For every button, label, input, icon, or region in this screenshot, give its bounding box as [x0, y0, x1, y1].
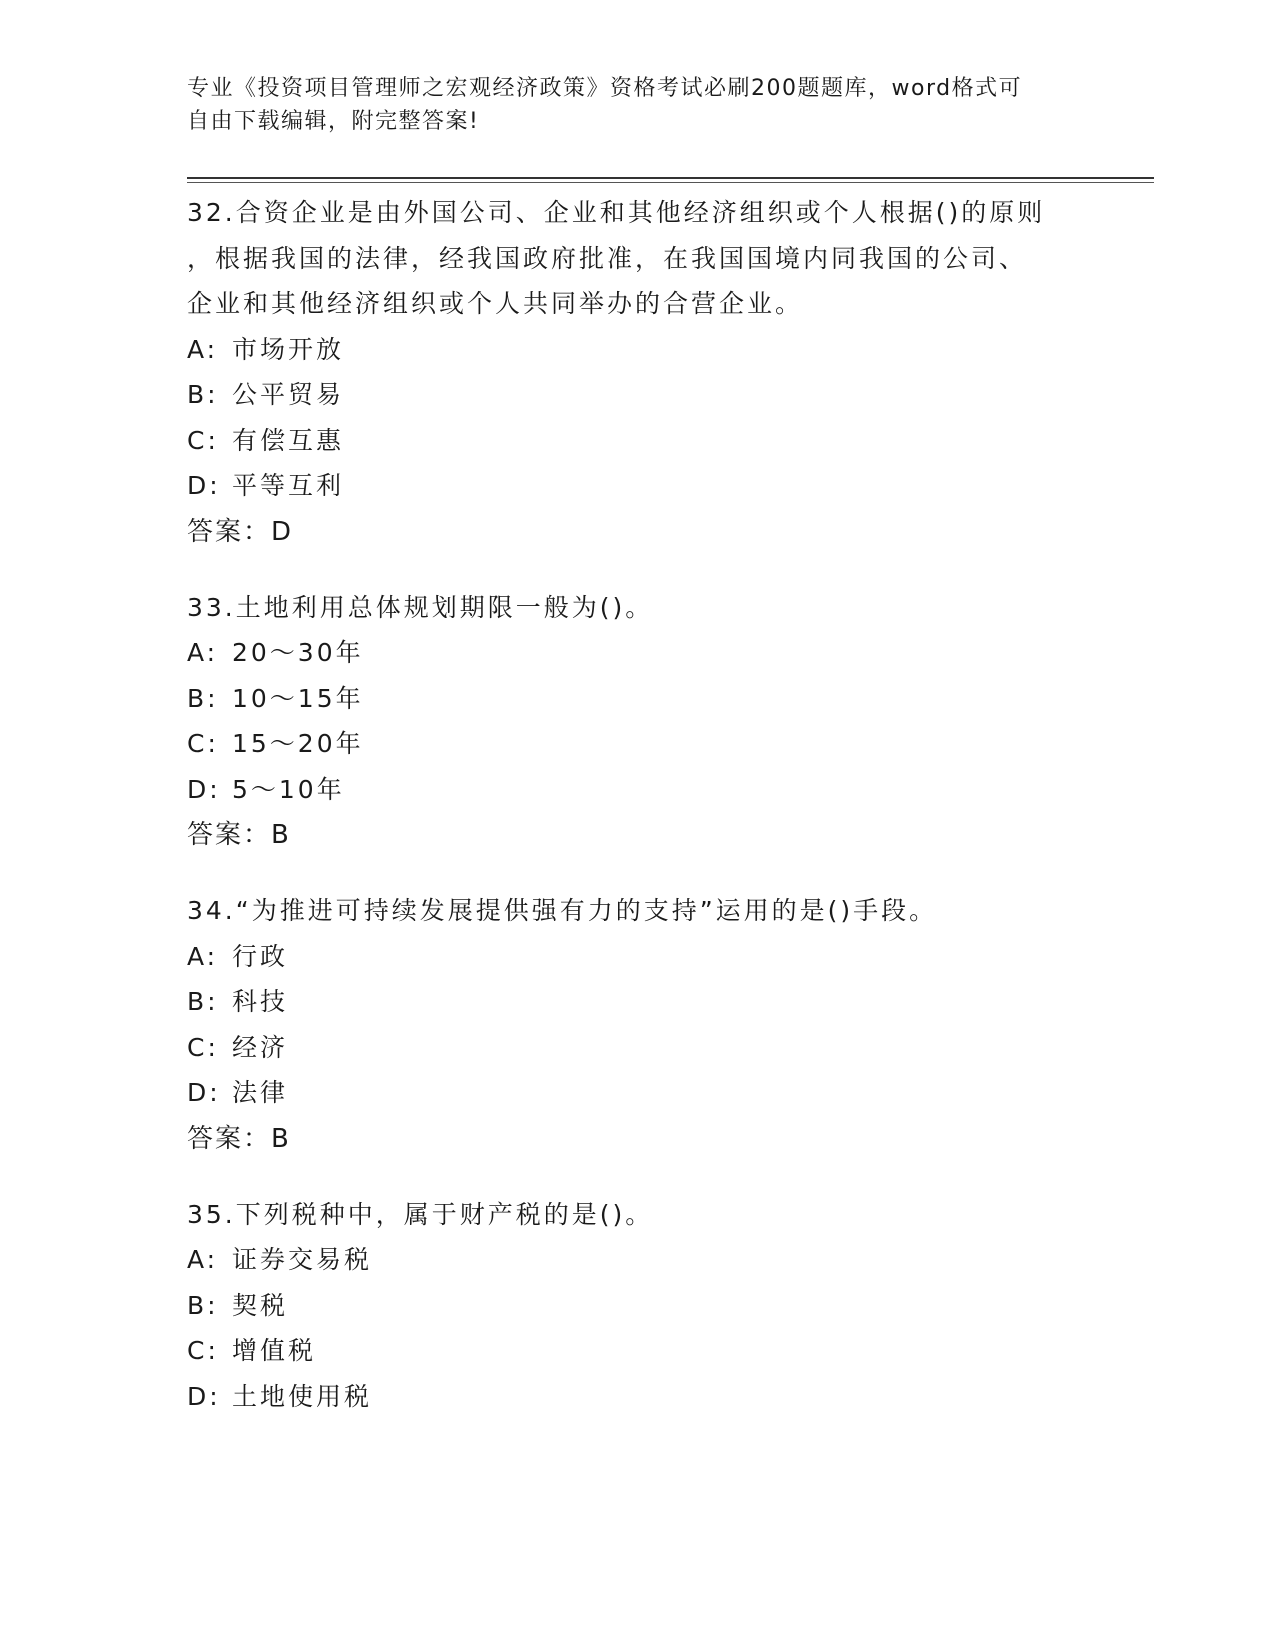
option-b [187, 372, 1137, 418]
option-c [187, 418, 1137, 464]
option-text: 契税 [232, 1290, 289, 1320]
option-text: 15～20年 [232, 729, 364, 758]
option-c [187, 721, 1137, 767]
question-line: ，根据我国的法律，经我国政府批准，在我国国境内同我国的公司、 [187, 243, 1028, 273]
option-letter: B: [187, 1290, 219, 1320]
option-a [187, 1237, 1137, 1283]
option-d [187, 1070, 1137, 1116]
question-text [187, 190, 1137, 327]
question-list [187, 190, 1137, 1449]
option-b [187, 1283, 1137, 1329]
header-line-2: 自由下载编辑，附完整答案! [187, 109, 480, 134]
question-line: 34.“为推进可持续发展提供强有力的支持”运用的是()手段。 [187, 896, 938, 925]
option-a [187, 934, 1137, 980]
option-letter: D: [187, 1381, 221, 1411]
option-text: 平等互利 [232, 471, 345, 500]
question-text [187, 585, 1137, 631]
option-letter: A: [187, 334, 219, 364]
option-text: 科技 [232, 987, 289, 1016]
answer-label: 答案：B [187, 820, 291, 850]
option-c [187, 1328, 1137, 1374]
option-letter: D: [187, 774, 221, 804]
option-b [187, 979, 1137, 1025]
option-d [187, 1374, 1137, 1420]
question-line: 32.合资企业是由外国公司、企业和其他经济组织或个人根据()的原则 [187, 198, 1046, 227]
option-b [187, 676, 1137, 722]
option-letter: B: [187, 380, 219, 409]
option-letter: D: [187, 1078, 221, 1107]
option-text: 公平贸易 [232, 380, 345, 409]
option-text: 经济 [232, 1032, 289, 1062]
option-text: 法律 [232, 1078, 289, 1107]
option-text: 市场开放 [232, 334, 345, 364]
option-letter: B: [187, 987, 219, 1016]
option-text: 20～30年 [232, 638, 364, 667]
question-33 [187, 585, 1137, 859]
question-34 [187, 888, 1137, 1162]
option-d [187, 463, 1137, 509]
answer-label: 答案：B [187, 1123, 291, 1154]
option-text: 有偿互惠 [232, 425, 345, 455]
option-letter: D: [187, 471, 221, 500]
question-32 [187, 190, 1137, 555]
question-text [187, 1192, 1137, 1238]
option-text: 行政 [232, 941, 289, 971]
header-rule-thin [187, 182, 1154, 183]
option-text: 增值税 [232, 1336, 317, 1365]
option-letter: A: [187, 638, 219, 667]
question-line: 企业和其他经济组织或个人共同举办的合营企业。 [187, 289, 804, 318]
answer-label: 答案：D [187, 516, 294, 547]
option-a [187, 630, 1137, 676]
option-letter: C: [187, 1032, 219, 1062]
option-letter: C: [187, 425, 219, 455]
question-line: 35.下列税种中，属于财产税的是()。 [187, 1199, 654, 1229]
header-rule-thick [187, 177, 1154, 179]
option-text: 土地使用税 [232, 1381, 373, 1411]
option-text: 证券交易税 [232, 1245, 373, 1274]
option-letter: C: [187, 1336, 219, 1365]
question-35 [187, 1192, 1137, 1420]
option-text: 10～15年 [232, 683, 364, 713]
option-text: 5～10年 [232, 774, 345, 804]
question-text [187, 888, 1137, 934]
option-letter: C: [187, 729, 219, 758]
option-a [187, 327, 1137, 373]
option-letter: A: [187, 941, 219, 971]
option-c [187, 1025, 1137, 1071]
option-letter: A: [187, 1245, 219, 1274]
header-line-1: 专业《投资项目管理师之宏观经济政策》资格考试必刷200题题库，word格式可 [187, 76, 1023, 101]
question-line: 33.土地利用总体规划期限一般为()。 [187, 592, 654, 622]
document-header [187, 72, 1087, 138]
option-d [187, 767, 1137, 813]
option-letter: B: [187, 683, 219, 713]
